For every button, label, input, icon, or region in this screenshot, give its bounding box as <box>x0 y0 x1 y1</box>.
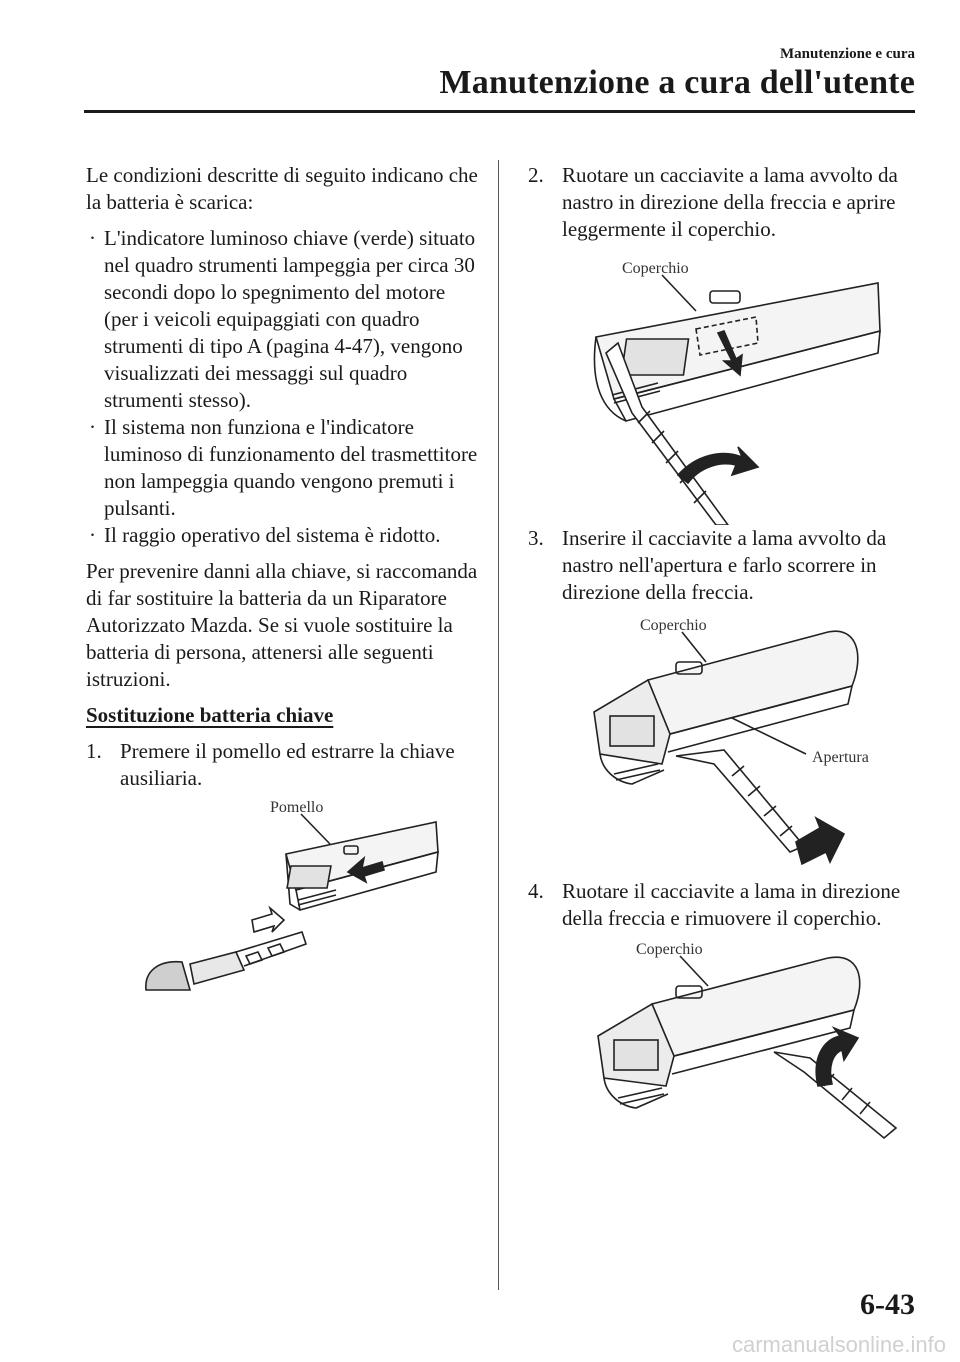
figure-label-pomello: Pomello <box>270 799 324 816</box>
header-rule <box>84 110 915 113</box>
figure-slide-screwdriver <box>528 606 918 878</box>
step-3: 3. Inserire il cacciavite a lama avvolto da nastro nell'apertura e farlo scorrere in direzione della freccia. <box>528 526 887 604</box>
right-column <box>528 162 918 1152</box>
figure-pry-cover <box>528 243 918 525</box>
step-4: 4. Ruotare il cacciavite a lama in direzione della freccia e rimuovere il coperchio. <box>528 879 901 930</box>
figure-label-coperchio: Coperchio <box>640 617 707 634</box>
step-1: 1. Premere il pomello ed estrarre la chiave ausiliaria. <box>86 739 455 790</box>
figure-label-coperchio: Coperchio <box>622 260 689 277</box>
figure-key-release <box>86 792 478 1022</box>
page-title: Manutenzione a cura dell'utente <box>439 64 915 101</box>
remove-cover-illustration <box>528 932 918 1152</box>
left-column <box>86 162 478 1022</box>
key-release-illustration <box>86 792 478 1022</box>
step-2: 2. Ruotare un cacciavite a lama avvolto da nastro in direzione della freccia e aprire leggermente il coperchio. <box>528 163 898 241</box>
column-divider <box>498 160 499 1290</box>
pry-cover-illustration <box>528 243 918 525</box>
figure-remove-cover <box>528 932 918 1152</box>
slide-screwdriver-illustration <box>528 606 918 878</box>
instruction-paragraph: Per prevenire danni alla chiave, si raccomanda di far sostituire la batteria da un Riparatore Autorizzato Mazda. Se si vuole sostituire la batteria di persona, attenersi alle seguenti istruzioni. <box>86 559 478 691</box>
watermark: carmanualsonline.info <box>731 1332 946 1357</box>
bullet-item: · Il sistema non funziona e l'indicatore luminoso di funzionamento del trasmettitore non lampeggia quando vengono premuti i pulsanti. <box>89 415 478 520</box>
page-number: 6-43 <box>860 1288 915 1321</box>
running-header-section: Manutenzione e cura <box>780 46 915 62</box>
intro-text: Le condizioni descritte di seguito indicano che la batteria è scarica: <box>86 163 478 214</box>
bullet-item: · Il raggio operativo del sistema è ridotto. <box>89 523 441 547</box>
section-subheading: Sostituzione batteria chiave <box>86 703 334 727</box>
figure-label-apertura: Apertura <box>812 749 869 766</box>
figure-label-coperchio: Coperchio <box>636 941 703 958</box>
bullet-item: · L'indicatore luminoso chiave (verde) situato nel quadro strumenti lampeggia per circa 30 secondi dopo lo spegnimento del motore (per i veicoli equipaggiati con quadro strumenti di tipo A (pagina 4-47), vengono visualizzati dei messaggi sul quadro strumenti stesso). <box>89 226 476 412</box>
